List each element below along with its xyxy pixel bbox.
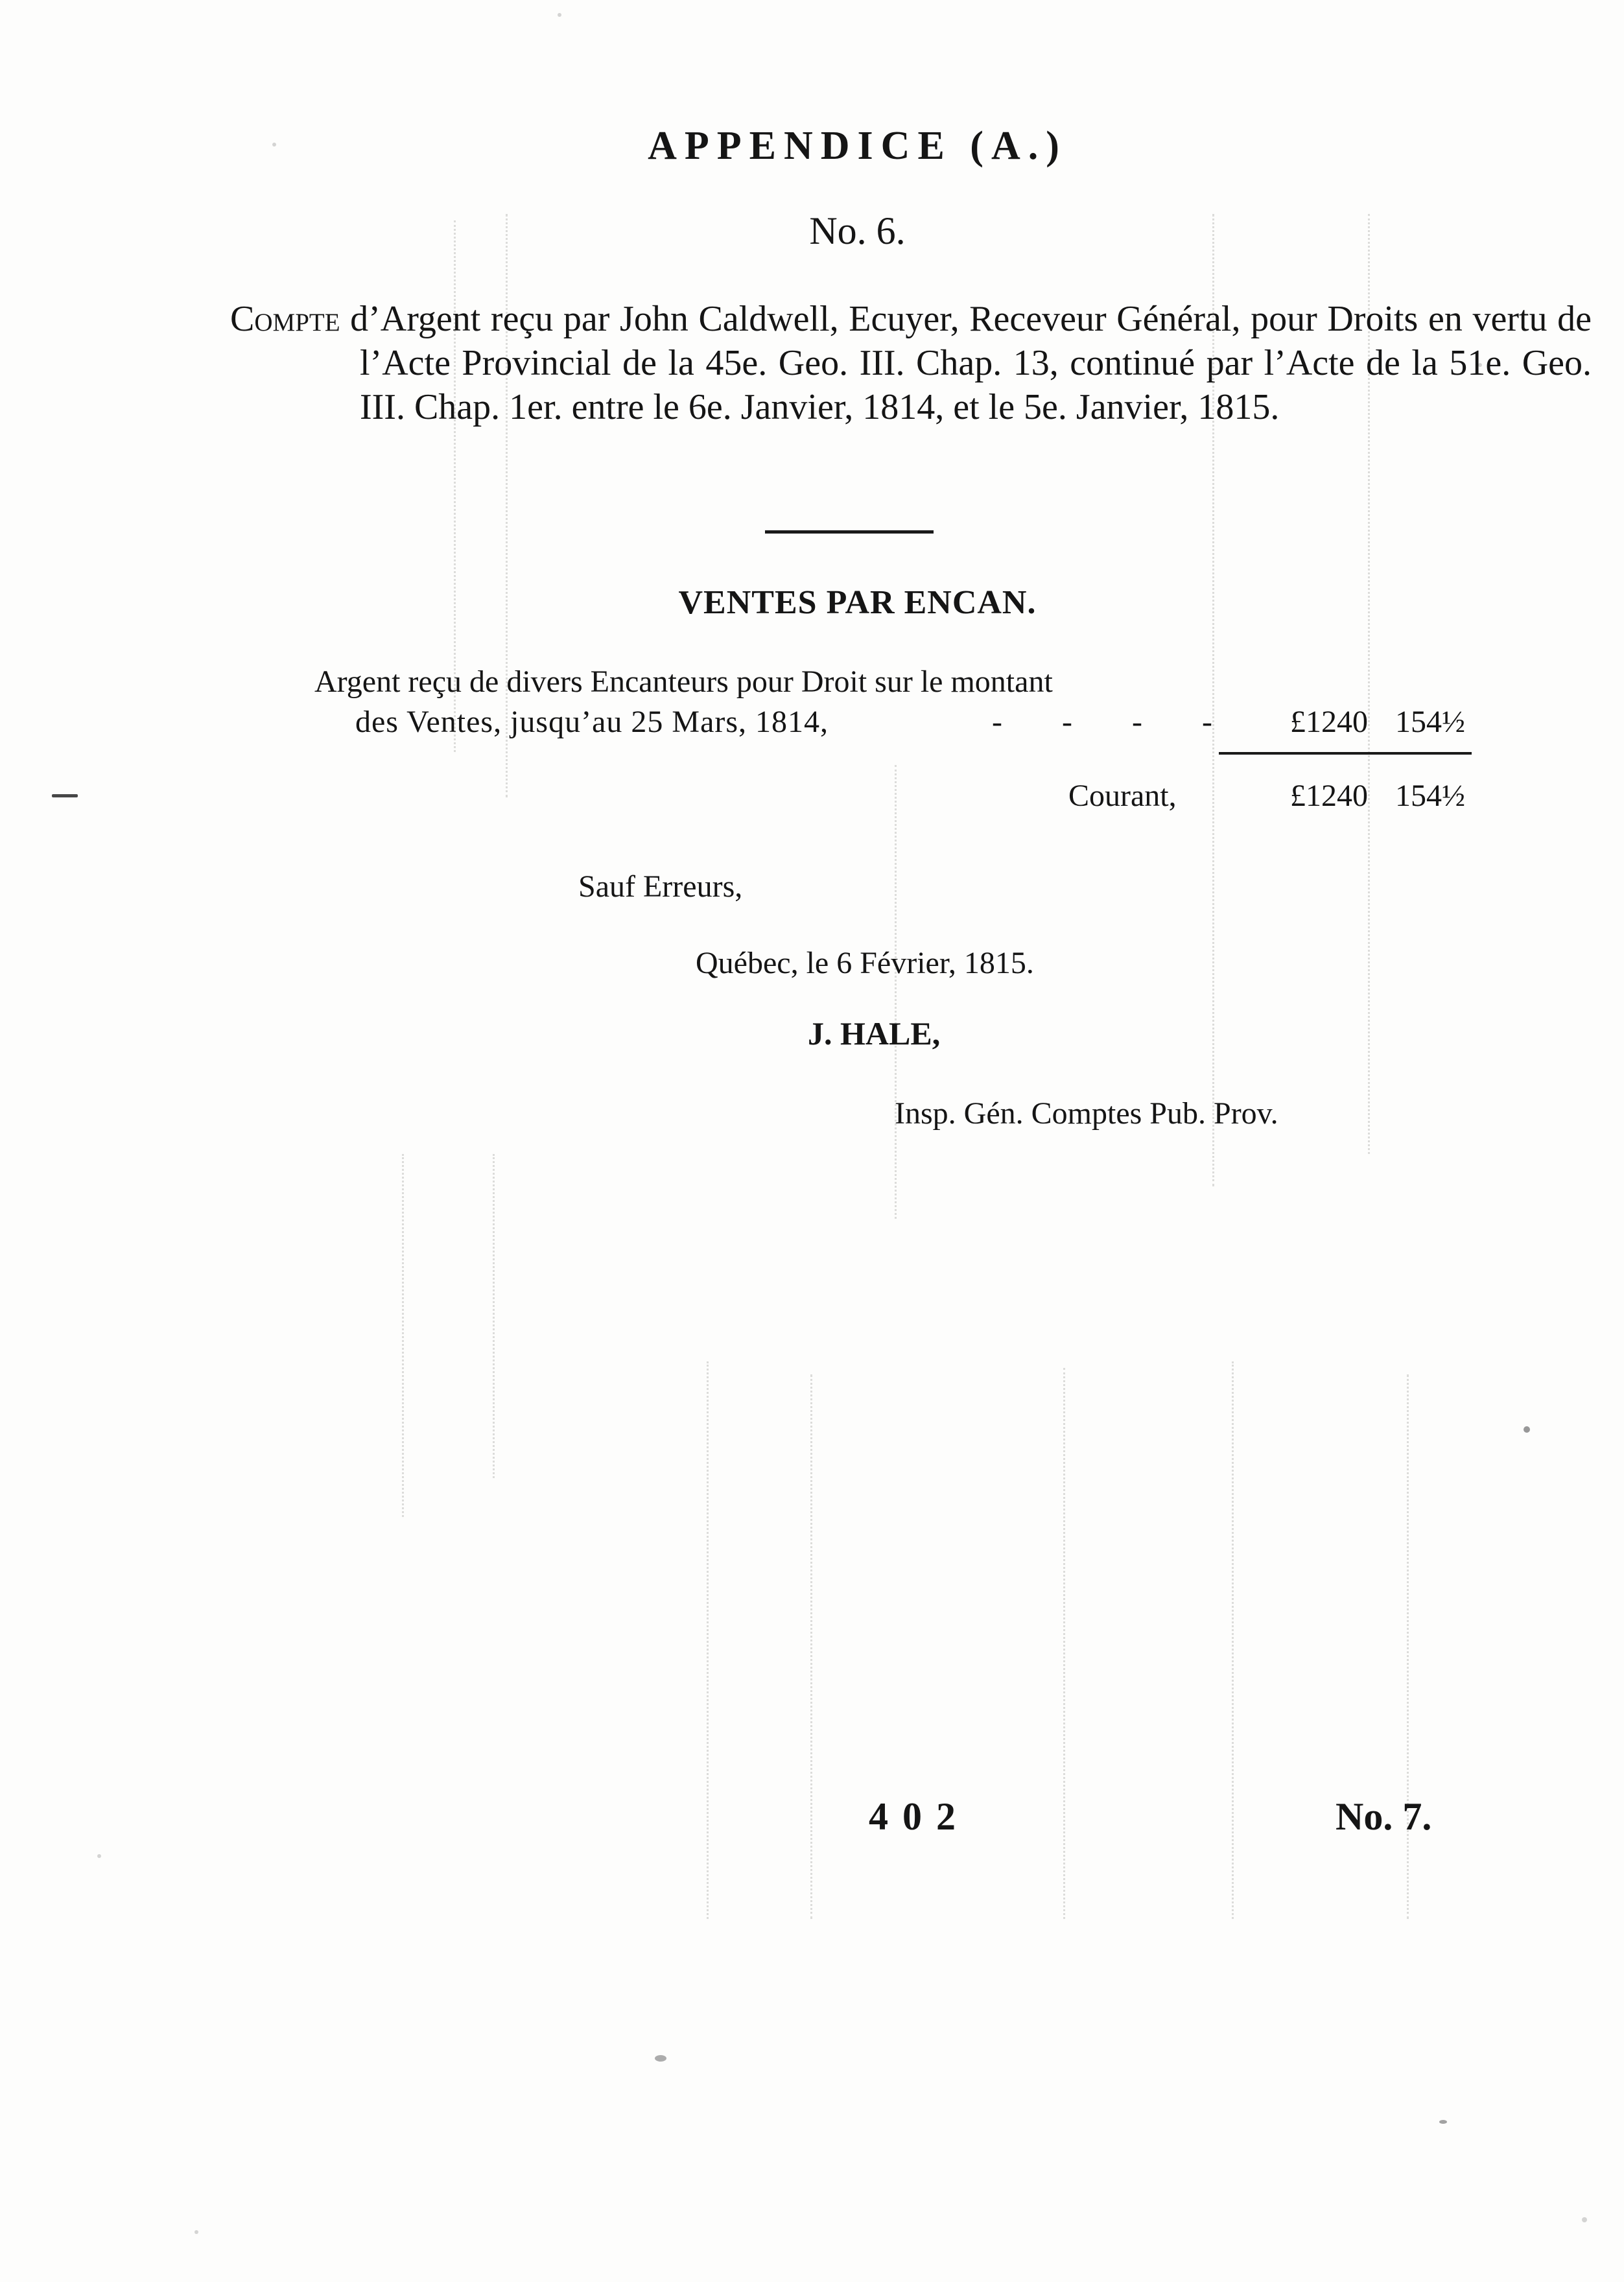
total-amount-pence: 4½: [1426, 779, 1465, 813]
entry-amount-shillings: 15: [1395, 705, 1426, 739]
bleed-through-mark: [707, 1361, 709, 1919]
bleed-through-mark: [1063, 1368, 1065, 1919]
account-text: d’Argent reçu par John Caldwell, Ecuyer, Receveur Général, pour Droits en vertu de l’Acte Provincial de la 45e. Geo. III. Chap. 13, continué par l’Acte de la 51e. Geo. III. Chap. 1er. entre le 6e. Janvier, 1814, et le 5e. Janvier, 1815.: [340, 299, 1592, 427]
speckle: [558, 13, 561, 17]
speckle: [97, 1854, 101, 1858]
total-label: Courant,: [1068, 779, 1177, 813]
divider-rule: [765, 530, 934, 534]
bleed-through-mark: [810, 1374, 812, 1919]
total-amount-shillings: 15: [1395, 779, 1426, 813]
entry-amount-pounds: £1240: [1290, 705, 1368, 739]
bleed-through-mark: [402, 1154, 404, 1517]
speckle: [1439, 2120, 1447, 2124]
account-lead-word: Compte: [230, 299, 340, 339]
signatory-name: J. HALE,: [808, 1015, 941, 1052]
account-description: [230, 297, 1592, 429]
document-number: No. 6.: [809, 209, 906, 252]
page-number: 402: [869, 1795, 970, 1838]
entry-amount-pence: 4½: [1426, 705, 1465, 739]
place-and-date: Québec, le 6 Février, 1815.: [696, 946, 1034, 980]
appendix-title: APPENDICE (A.): [648, 124, 1067, 168]
entry-description-line1: Argent reçu de divers Encanteurs pour Droit sur le montant: [314, 665, 1053, 699]
errors-excepted: Sauf Erreurs,: [578, 869, 743, 904]
bleed-through-mark: [493, 1154, 495, 1478]
dot-leaders: - - - -: [992, 705, 1238, 739]
section-heading: VENTES PAR ENCAN.: [678, 584, 1037, 621]
bleed-through-mark: [1232, 1361, 1234, 1919]
speckle: [52, 794, 78, 797]
entry-description-line2: des Ventes, jusqu’au 25 Mars, 1814,: [355, 705, 829, 739]
next-document-number: No. 7.: [1336, 1795, 1432, 1838]
bleed-through-mark: [895, 765, 897, 1219]
signatory-title: Insp. Gén. Comptes Pub. Prov.: [895, 1096, 1278, 1131]
speckle: [1582, 2217, 1587, 2222]
total-amount-pounds: £1240: [1290, 779, 1368, 813]
speckle: [1524, 1426, 1530, 1433]
speckle: [194, 2230, 198, 2234]
speckle: [655, 2055, 666, 2062]
total-rule: [1219, 752, 1472, 755]
